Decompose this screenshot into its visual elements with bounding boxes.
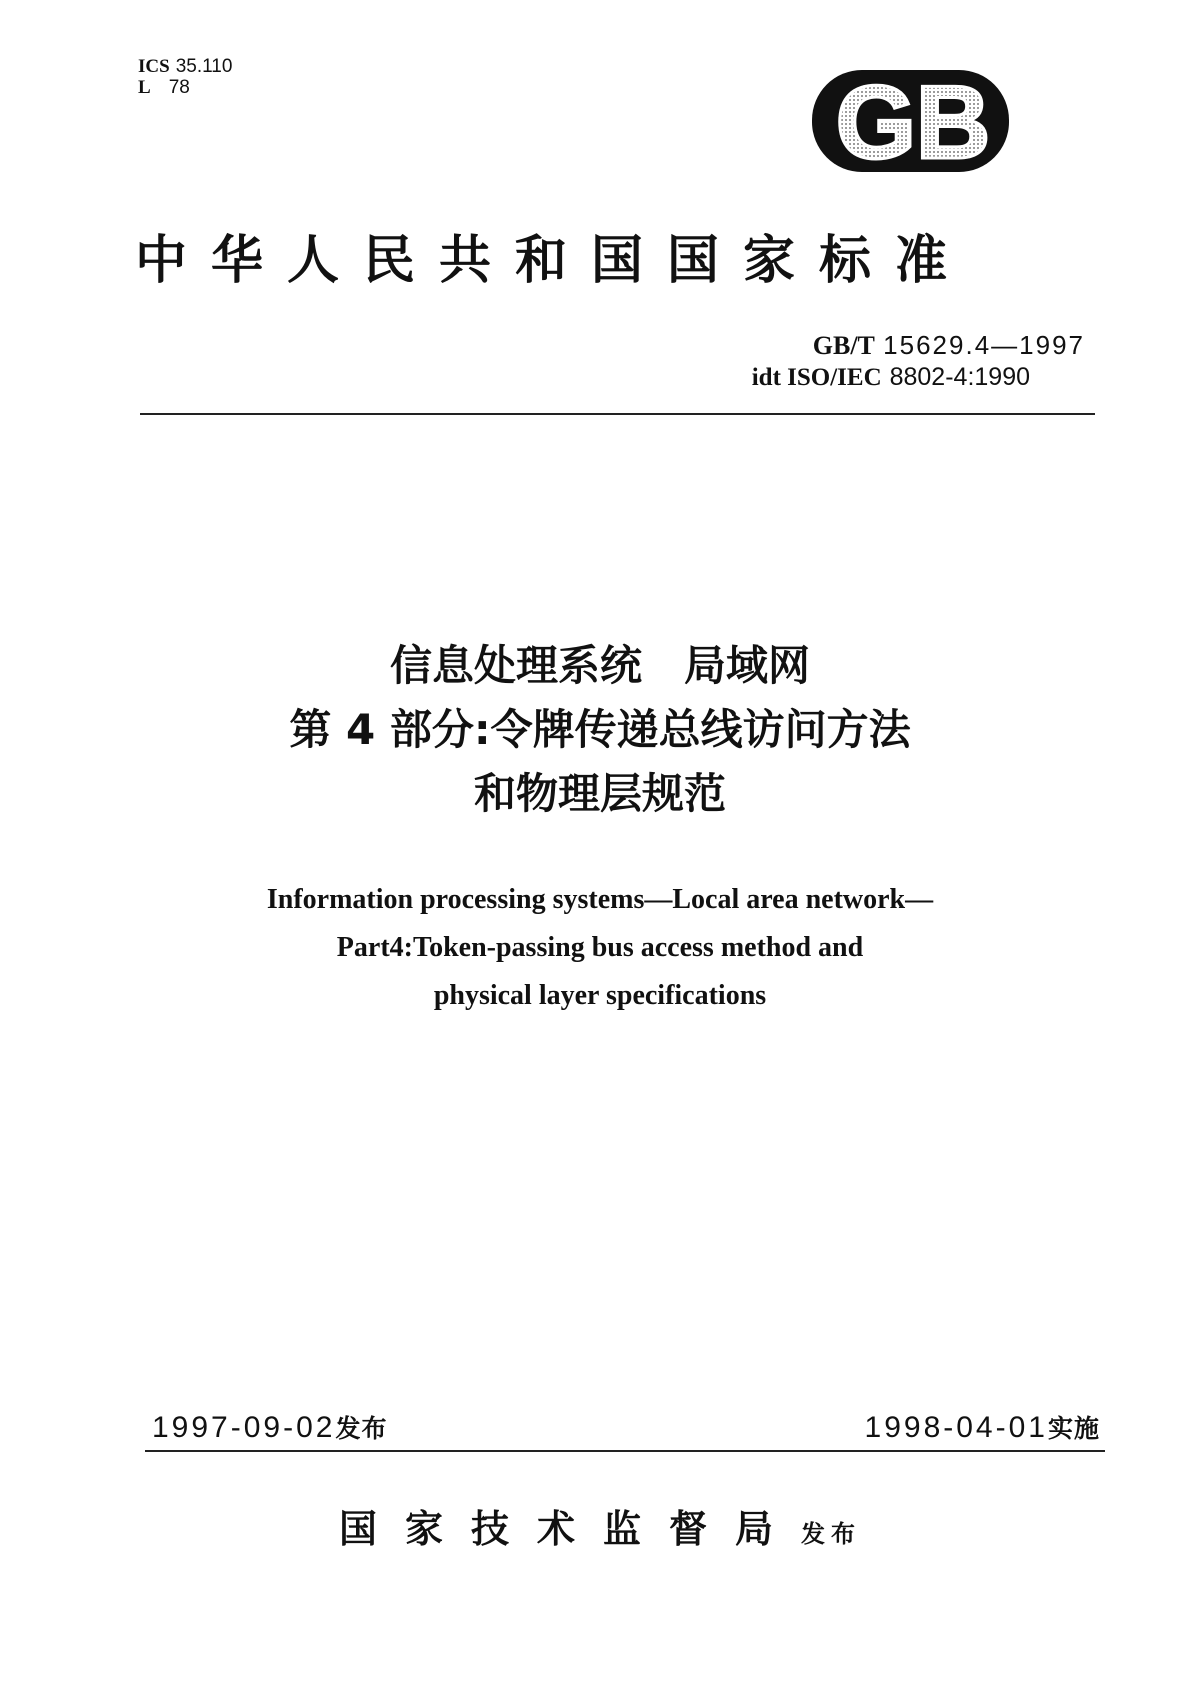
ccs-code	[138, 77, 232, 98]
chinese-title-line-2: 第 4 部分:令牌传递总线访问方法	[289, 705, 911, 754]
chinese-title-line-3: 和物理层规范	[473, 769, 726, 818]
gb-logo	[808, 66, 1013, 176]
header-divider	[140, 413, 1095, 415]
standard-number	[700, 330, 1085, 361]
english-title	[100, 876, 1100, 1020]
footer-divider	[145, 1450, 1105, 1452]
english-title-line-2: Part4:Token-passing bus access method and	[336, 932, 864, 963]
effective-date-suffix: 实施	[1047, 1414, 1100, 1443]
issue-date-value: 1997-09-02	[152, 1411, 336, 1444]
english-title-line-3: physical layer specifications	[433, 980, 767, 1011]
standard-type-title: 中华人民共和国国家标准	[135, 230, 972, 291]
identical-standard	[700, 362, 1030, 392]
issue-date	[152, 1409, 387, 1445]
standard-number-value: 15629.4—1997	[883, 330, 1085, 360]
ics-value: 35.110	[175, 56, 233, 77]
chinese-title-line-1: 信息处理系统 局域网	[389, 641, 810, 690]
ics-code	[138, 56, 232, 77]
chinese-title	[100, 638, 1100, 822]
classification-codes	[138, 56, 232, 98]
effective-date	[805, 1409, 1100, 1445]
ics-label: ICS	[138, 56, 170, 77]
issue-date-suffix: 发布	[335, 1414, 388, 1443]
ccs-value: 78	[168, 77, 190, 98]
effective-date-value: 1998-04-01	[864, 1411, 1048, 1444]
identical-standard-prefix: idt ISO/IEC	[751, 364, 882, 391]
gb-logo-b: B	[915, 66, 991, 176]
english-title-line-1: Information processing systems—Local area network—	[266, 884, 934, 915]
issuing-authority-name: 国家技术监督局	[338, 1506, 801, 1551]
issuing-authority-suffix: 发布	[801, 1519, 861, 1548]
issuing-authority	[100, 1498, 1100, 1553]
ccs-label: L	[138, 77, 151, 98]
identical-standard-value: 8802-4:1990	[889, 363, 1030, 391]
standard-number-prefix: GB/T	[812, 331, 875, 360]
gb-logo-g: G	[835, 66, 917, 176]
